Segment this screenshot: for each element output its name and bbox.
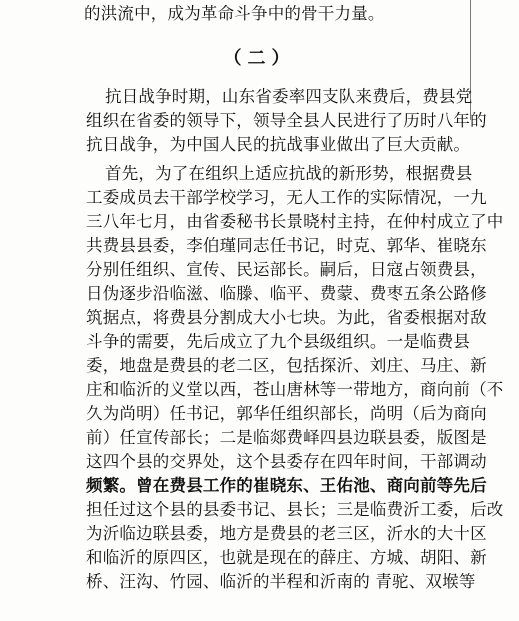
paragraph-2-line-18: 桥、汪沟、竹园、临沂的半程和沂南的 青驼、双堠等 (86, 572, 476, 591)
paragraph-2-line-2: 工委成员去干部学校学习，无人工作的实际情况，一九 (86, 188, 487, 207)
paragraph-2-line-16: 为沂临边联县委，地方是费县的老三区，沂水的大十区 (86, 524, 487, 543)
paragraph-2-line-11: 久为尚明）任书记，郭华任组织部长，尚明（后为商向 (86, 404, 487, 423)
paragraph-2-line-10: 庄和临沂的义堂以西，苍山唐林等一带地方，商向前（不 (86, 380, 504, 399)
paragraph-1-line-2: 组织在省委的领导下，领导全县人民进行了历时八年的 (86, 111, 487, 130)
paragraph-2-line-14: 频繁。曾在费县工作的崔晓东、王佑池、商向前等先后 (86, 476, 487, 495)
top-line: 的洪流中，成为革命斗争中的骨干力量。 (84, 4, 385, 23)
paragraph-2-line-5: 分别任组织、宣传、民运部长。嗣后，日寇占领费县， (86, 260, 487, 279)
paragraph-2-line-13: 这四个县的交界处，这个县委存在四年时间，干部调动 (86, 452, 487, 471)
paragraph-2-line-17: 和临沂的原四区，也就是现在的薛庄、方城、胡阳、新 (86, 548, 487, 567)
paragraph-2-line-8: 斗争的需要，先后成立了九个县级组织。一是临费县 (86, 332, 471, 351)
paragraph-2-line-1: 首先，为了在组织上适应抗战的新形势，根据费县 (105, 164, 473, 183)
paragraph-1-line-3: 抗日战争，为中国人民的抗战事业做出了巨大贡献。 (86, 135, 471, 154)
paragraph-2-line-15: 担任过这个县的县委书记、县长；三是临费沂工委，后改 (86, 500, 504, 519)
paragraph-2-line-12: 前）任宣传部长；二是临郯费峄四县边联县委，版图是 (86, 428, 487, 447)
paragraph-2-line-4: 共费县县委，李伯瑾同志任书记，时克、郭华、崔晓东 (86, 236, 487, 255)
paragraph-2-line-3: 三八年七月，由省委秘书长景晓村主持，在仲村成立了中 (86, 212, 504, 231)
paragraph-2-line-9: 委，地盘是费县的老二区，包括探沂、刘庄、马庄、新 (86, 356, 487, 375)
paragraph-2-line-7: 筑据点，将费县分割成大小七块。为此，省委根据对敌 (86, 308, 487, 327)
paragraph-1-line-1: 抗日战争时期，山东省委率四支队来费后，费县党 (105, 87, 473, 106)
paragraph-2-line-6: 日伪逐步沿临滋、临滕、临平、费蒙、费枣五条公路修 (86, 284, 487, 303)
section-heading: （二） (223, 48, 296, 69)
